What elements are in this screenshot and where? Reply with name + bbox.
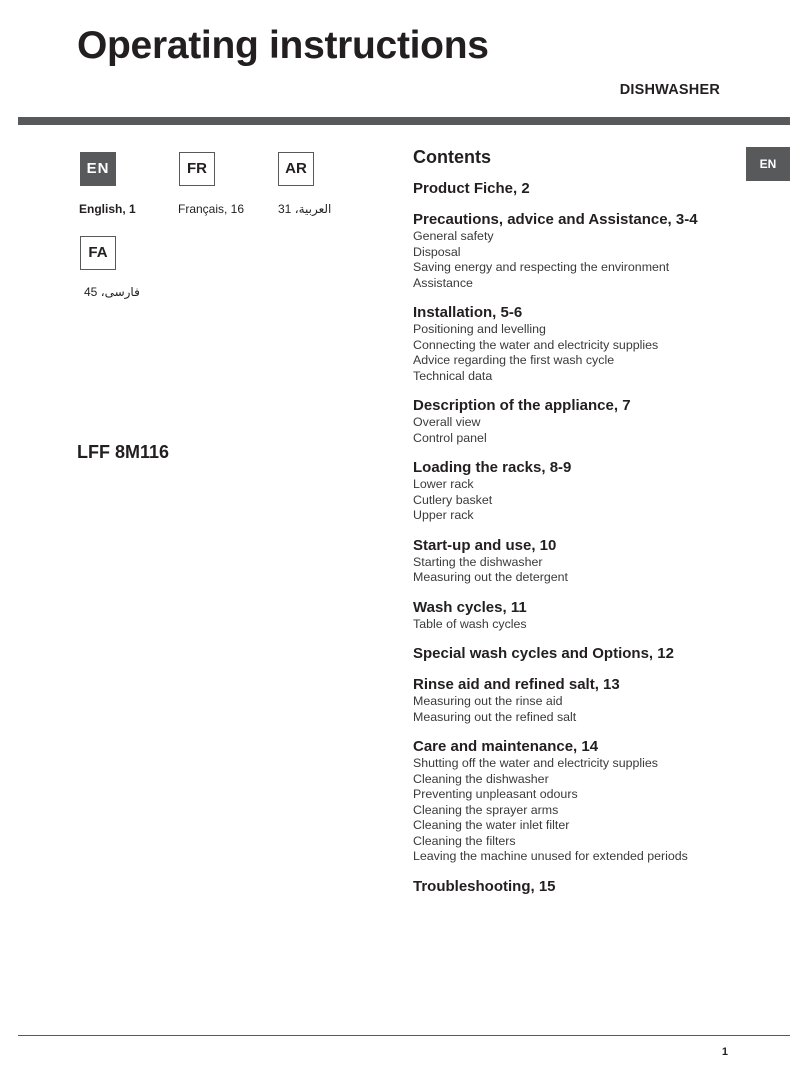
toc-item[interactable]: Starting the dishwasher [413, 554, 543, 569]
language-box-en[interactable]: EN [80, 152, 116, 186]
toc-item[interactable]: Cleaning the filters [413, 833, 516, 848]
page-number: 1 [721, 1046, 728, 1058]
toc-section-title[interactable]: Description of the appliance, 7 [413, 397, 631, 414]
language-label-fa[interactable]: فارسی، 45 [84, 285, 140, 299]
toc-section-title[interactable]: Care and maintenance, 14 [413, 738, 599, 755]
toc-section-title[interactable]: Troubleshooting, 15 [413, 877, 556, 895]
toc-section [413, 304, 743, 384]
toc-item[interactable]: Advice regarding the first wash cycle [413, 353, 615, 367]
language-box-fr[interactable]: FR [179, 152, 215, 186]
language-label-en[interactable]: English, 1 [79, 202, 136, 216]
contents-heading: Contents [413, 147, 491, 167]
toc-item[interactable]: General safety [413, 229, 494, 243]
toc-item[interactable]: Control panel [413, 430, 487, 445]
toc-item[interactable]: Lower rack [413, 477, 474, 491]
document-subtitle: DISHWASHER [619, 82, 720, 98]
toc-section-title[interactable]: Installation, 5-6 [413, 304, 523, 321]
toc-section-title[interactable]: Start-up and use, 10 [413, 536, 557, 554]
language-side-tab: EN [746, 147, 790, 181]
toc-item[interactable]: Cleaning the water inlet filter [413, 818, 570, 832]
toc-section-title[interactable]: Precautions, advice and Assistance, 3-4 [413, 211, 698, 228]
toc-section-title[interactable]: Product Fiche, 2 [413, 180, 530, 197]
toc-item[interactable]: Cleaning the dishwasher [413, 771, 549, 786]
language-label-fr[interactable]: Français, 16 [178, 202, 245, 216]
toc-section [413, 878, 743, 896]
language-label-ar[interactable]: العربية، 31 [278, 202, 332, 216]
toc-item[interactable]: Measuring out the detergent [413, 570, 568, 584]
document-title: Operating instructions [77, 24, 489, 67]
toc-section [413, 397, 743, 446]
toc-section [413, 676, 743, 725]
toc-item[interactable]: Table of wash cycles [413, 616, 527, 631]
toc-section [413, 537, 743, 586]
toc-item[interactable]: Overall view [413, 415, 481, 429]
contents-sections [413, 180, 743, 896]
toc-section-title[interactable]: Rinse aid and refined salt, 13 [413, 676, 620, 693]
header-divider [18, 117, 790, 125]
toc-item[interactable]: Disposal [413, 244, 461, 259]
toc-section [413, 459, 743, 524]
footer-divider [18, 1035, 790, 1036]
toc-section-title[interactable]: Loading the racks, 8-9 [413, 459, 572, 476]
toc-section [413, 211, 743, 291]
toc-item[interactable]: Cutlery basket [413, 492, 493, 507]
toc-item[interactable]: Preventing unpleasant odours [413, 787, 578, 801]
toc-item[interactable]: Measuring out the refined salt [413, 709, 577, 724]
toc-item[interactable]: Connecting the water and electricity supplies [413, 337, 659, 352]
toc-item[interactable]: Measuring out the rinse aid [413, 694, 563, 708]
toc-item[interactable]: Leaving the machine unused for extended periods [413, 849, 688, 863]
toc-item[interactable]: Technical data [413, 368, 493, 383]
toc-section [413, 645, 743, 663]
toc-section [413, 180, 743, 198]
toc-item[interactable]: Assistance [413, 275, 473, 290]
toc-section-title[interactable]: Wash cycles, 11 [413, 598, 527, 616]
toc-section [413, 738, 743, 865]
toc-item[interactable]: Upper rack [413, 508, 474, 522]
toc-item[interactable]: Shutting off the water and electricity supplies [413, 756, 658, 770]
toc-item[interactable]: Cleaning the sprayer arms [413, 802, 559, 817]
model-number: LFF 8M116 [77, 442, 170, 462]
toc-section-title[interactable]: Special wash cycles and Options, 12 [413, 645, 674, 662]
table-of-contents [413, 147, 743, 909]
language-box-ar[interactable]: AR [278, 152, 314, 186]
toc-item[interactable]: Positioning and levelling [413, 322, 546, 336]
language-box-fa[interactable]: FA [80, 236, 116, 270]
toc-section [413, 599, 743, 633]
toc-item[interactable]: Saving energy and respecting the environment [413, 260, 670, 274]
